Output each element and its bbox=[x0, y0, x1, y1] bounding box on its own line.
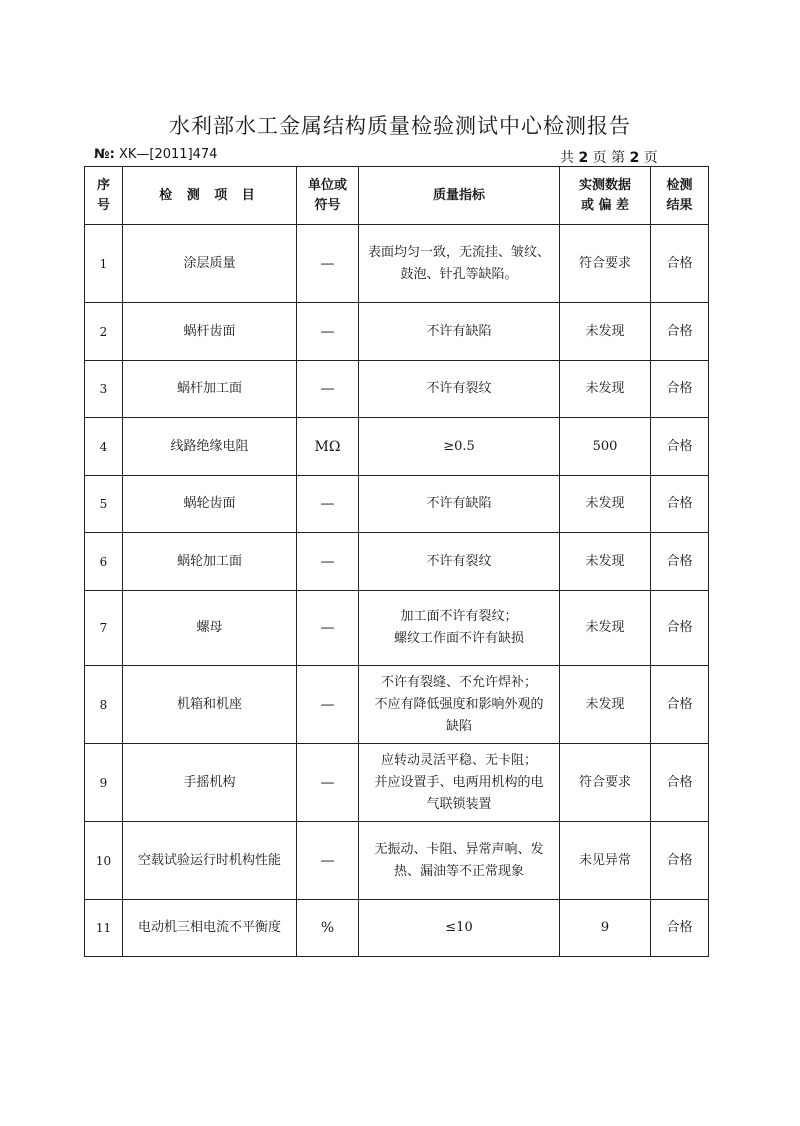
header-measured: 实测数据 或 偏 差 bbox=[560, 167, 651, 225]
row-measured: 未见异常 bbox=[560, 822, 651, 900]
table-row bbox=[85, 418, 709, 476]
row-unit: — bbox=[297, 533, 359, 591]
header-item: 检 测 项 目 bbox=[123, 167, 297, 225]
row-unit: — bbox=[297, 822, 359, 900]
inspection-table bbox=[84, 166, 709, 957]
row-unit: % bbox=[297, 900, 359, 957]
row-unit: — bbox=[297, 303, 359, 361]
row-result: 合格 bbox=[651, 225, 709, 303]
row-requirement: 不许有裂缝、不允许焊补； 不应有降低强度和影响外观的 缺陷 bbox=[359, 666, 560, 744]
row-measured: 500 bbox=[560, 418, 651, 476]
row-requirement: ≥0.5 bbox=[359, 418, 560, 476]
row-result: 合格 bbox=[651, 303, 709, 361]
header-result: 检测 结果 bbox=[651, 167, 709, 225]
header-unit: 单位或 符号 bbox=[297, 167, 359, 225]
table-row bbox=[85, 900, 709, 957]
table-row bbox=[85, 361, 709, 418]
page-count bbox=[560, 147, 658, 167]
header-requirement: 质量指标 bbox=[359, 167, 560, 225]
row-item: 线路绝缘电阻 bbox=[123, 418, 297, 476]
row-number: 6 bbox=[85, 533, 123, 591]
row-requirement: 无振动、卡阻、异常声响、发 热、漏油等不正常现象 bbox=[359, 822, 560, 900]
page-total: 2 bbox=[578, 150, 589, 166]
row-requirement: ≤10 bbox=[359, 900, 560, 957]
table-row bbox=[85, 303, 709, 361]
table-row bbox=[85, 822, 709, 900]
row-item: 蜗杆加工面 bbox=[123, 361, 297, 418]
report-number bbox=[94, 147, 217, 162]
row-number: 11 bbox=[85, 900, 123, 957]
row-unit: MΩ bbox=[297, 418, 359, 476]
row-measured: 9 bbox=[560, 900, 651, 957]
row-item: 空载试验运行时机构性能 bbox=[123, 822, 297, 900]
table-row bbox=[85, 744, 709, 822]
row-measured: 未发现 bbox=[560, 533, 651, 591]
row-requirement: 应转动灵活平稳、无卡阻； 并应设置手、电两用机构的电 气联锁装置 bbox=[359, 744, 560, 822]
row-number: 3 bbox=[85, 361, 123, 418]
row-number: 10 bbox=[85, 822, 123, 900]
row-number: 5 bbox=[85, 476, 123, 533]
row-number: 9 bbox=[85, 744, 123, 822]
row-result: 合格 bbox=[651, 666, 709, 744]
report-number-value: XK—[2011]474 bbox=[118, 147, 218, 162]
row-unit: — bbox=[297, 225, 359, 303]
report-title: 水利部水工金属结构质量检验测试中心检测报告 bbox=[169, 114, 631, 138]
table-row bbox=[85, 533, 709, 591]
page-total-suffix: 页 bbox=[592, 150, 607, 166]
row-number: 7 bbox=[85, 591, 123, 666]
row-requirement: 不许有裂纹 bbox=[359, 361, 560, 418]
row-requirement: 不许有缺陷 bbox=[359, 303, 560, 361]
row-measured: 未发现 bbox=[560, 476, 651, 533]
row-measured: 未发现 bbox=[560, 303, 651, 361]
row-result: 合格 bbox=[651, 744, 709, 822]
page-current-prefix: 第 bbox=[611, 150, 626, 166]
row-requirement: 不许有缺陷 bbox=[359, 476, 560, 533]
row-result: 合格 bbox=[651, 900, 709, 957]
row-item: 螺母 bbox=[123, 591, 297, 666]
row-unit: — bbox=[297, 361, 359, 418]
row-result: 合格 bbox=[651, 822, 709, 900]
row-measured: 符合要求 bbox=[560, 225, 651, 303]
row-result: 合格 bbox=[651, 533, 709, 591]
row-requirement: 不许有裂纹 bbox=[359, 533, 560, 591]
row-requirement: 表面均匀一致，无流挂、皱纹、 鼓泡、针孔等缺陷。 bbox=[359, 225, 560, 303]
row-requirement: 加工面不许有裂纹； 螺纹工作面不许有缺损 bbox=[359, 591, 560, 666]
row-unit: — bbox=[297, 591, 359, 666]
row-item: 机箱和机座 bbox=[123, 666, 297, 744]
row-measured: 未发现 bbox=[560, 591, 651, 666]
row-measured: 符合要求 bbox=[560, 744, 651, 822]
row-unit: — bbox=[297, 666, 359, 744]
row-result: 合格 bbox=[651, 591, 709, 666]
page-total-prefix: 共 bbox=[560, 150, 574, 166]
row-item: 涂层质量 bbox=[123, 225, 297, 303]
row-item: 电动机三相电流不平衡度 bbox=[123, 900, 297, 957]
table-header-row bbox=[85, 167, 709, 225]
row-unit: — bbox=[297, 744, 359, 822]
row-number: 2 bbox=[85, 303, 123, 361]
report-number-label: №: bbox=[94, 147, 115, 162]
row-measured: 未发现 bbox=[560, 666, 651, 744]
header-seq: 序 号 bbox=[85, 167, 123, 225]
row-item: 蜗轮齿面 bbox=[123, 476, 297, 533]
table-row bbox=[85, 476, 709, 533]
row-measured: 未发现 bbox=[560, 361, 651, 418]
row-result: 合格 bbox=[651, 361, 709, 418]
table-row bbox=[85, 591, 709, 666]
row-result: 合格 bbox=[651, 476, 709, 533]
page-current-suffix: 页 bbox=[643, 150, 658, 166]
row-number: 8 bbox=[85, 666, 123, 744]
table-row bbox=[85, 666, 709, 744]
row-number: 4 bbox=[85, 418, 123, 476]
row-unit: — bbox=[297, 476, 359, 533]
row-item: 蜗杆齿面 bbox=[123, 303, 297, 361]
row-item: 蜗轮加工面 bbox=[123, 533, 297, 591]
row-number: 1 bbox=[85, 225, 123, 303]
row-result: 合格 bbox=[651, 418, 709, 476]
table-row bbox=[85, 225, 709, 303]
row-item: 手摇机构 bbox=[123, 744, 297, 822]
page-current: 2 bbox=[629, 150, 640, 166]
